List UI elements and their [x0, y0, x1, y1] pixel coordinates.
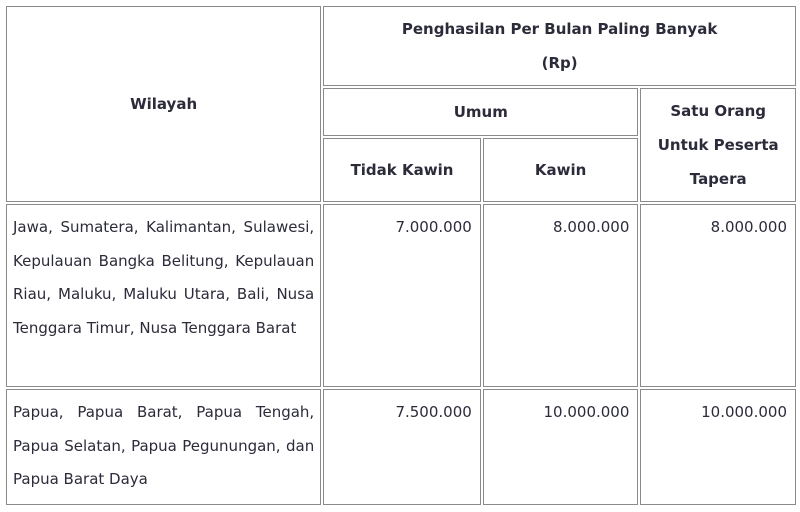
table-row: [6, 389, 796, 505]
table-row: [6, 204, 796, 387]
region-cell: Jawa, Sumatera, Kalimantan, Sulawesi, Kepulauan Bangka Belitung, Kepulauan Riau, Maluku, Maluku Utara, Bali, Nusa Tenggara Timur, Nusa Tenggara Barat: [6, 204, 321, 387]
unmarried-header-label: Tidak Kawin: [350, 161, 454, 179]
single-person-header: [640, 88, 796, 202]
income-limit-table: [4, 4, 798, 507]
income-title-line2: (Rp): [541, 54, 578, 72]
single-person-line1: Satu Orang: [670, 102, 767, 120]
unmarried-header: [323, 138, 481, 202]
region-cell: Papua, Papua Barat, Papua Tengah, Papua Selatan, Papua Pegunungan, dan Papua Barat Daya: [6, 389, 321, 505]
married-value-cell: 8.000.000: [483, 204, 639, 387]
single-person-line3: Tapera: [689, 170, 747, 188]
married-value-cell: 10.000.000: [483, 389, 639, 505]
unmarried-value-cell: 7.500.000: [323, 389, 481, 505]
income-title-line1: Penghasilan Per Bulan Paling Banyak: [401, 20, 718, 38]
single-person-value-cell: 8.000.000: [640, 204, 796, 387]
married-header-label: Kawin: [534, 161, 587, 179]
region-header: [6, 6, 321, 202]
single-person-line2: Untuk Peserta: [657, 136, 779, 154]
income-table-container: [4, 4, 798, 507]
general-header: [323, 88, 638, 136]
single-person-value-cell: 10.000.000: [640, 389, 796, 505]
general-header-label: Umum: [453, 103, 508, 121]
region-header-label: Wilayah: [130, 95, 198, 113]
unmarried-value-cell: 7.000.000: [323, 204, 481, 387]
income-title-header: [323, 6, 796, 86]
married-header: [483, 138, 639, 202]
header-row-1: [6, 6, 796, 86]
